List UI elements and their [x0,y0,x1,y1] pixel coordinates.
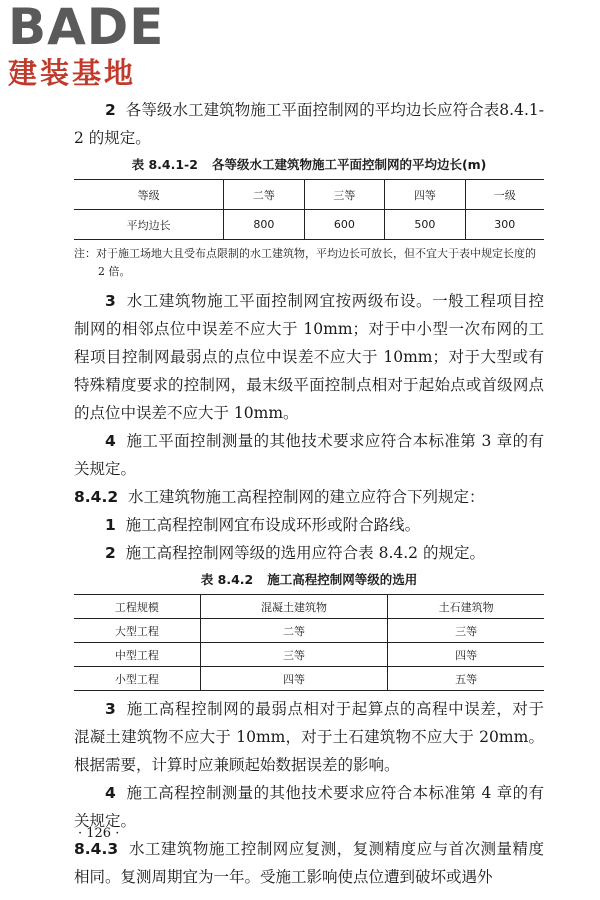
table-cell: 三等 [200,643,387,667]
table-cell: 二等 [200,619,387,643]
clause-8-4-2-2 [74,539,544,567]
page-number: · 126 · [78,826,120,841]
clause-number: 2 [105,101,116,119]
table-cell: 小型工程 [74,667,200,691]
clause-number: 1 [105,516,116,534]
clause-number: 4 [105,432,116,450]
clause-text: 施工高程控制网宜布设成环形或附合路线。 [125,516,421,534]
section-number: 8.4.3 [74,840,119,858]
table-header-cell: 四等 [385,180,465,210]
clause-8-4-2-3 [74,695,544,779]
table-cell: 五等 [388,667,544,691]
logo-brand: BADE [8,0,165,56]
table-row [74,619,544,643]
clause-8-4-2-1 [74,511,544,539]
table-header-cell: 一级 [465,180,544,210]
elevation-network-grade-table [74,594,544,691]
table-row [74,210,544,240]
clause-text: 各等级水工建筑物施工平面控制网的平均边长应符合表8.4.1-2 的规定。 [74,101,544,147]
section-number: 8.4.2 [74,488,119,506]
section-text: 水工建筑物施工高程控制网的建立应符合下列规定： [128,488,485,506]
logo [8,0,178,90]
table-number: 表 8.4.1-2 [131,157,198,172]
table-cell: 600 [304,210,384,240]
table-header-cell: 等级 [74,180,224,210]
clause-8-4-2-4 [74,779,544,835]
table-header-cell: 二等 [224,180,304,210]
clause-number: 2 [105,544,116,562]
clause-text: 水工建筑物施工平面控制网宜按两级布设。一般工程项目控制网的相邻点位中误差不应大于 10mm；对于中小型一次布网的工程项目控制网最弱点的点位中误差不应大于 10mm；对于大型或有特殊精度要求的控制网，最末级平面控制点相对于起始点或首级网点的点位中误差不应大于 10mm。 [74,292,544,422]
clause-text: 施工高程控制测量的其他技术要求应符合本标准第 4 章的有关规定。 [74,784,545,830]
clause-number: 4 [105,784,116,802]
clause-8-4-1-3 [74,287,544,427]
clause-number: 3 [105,292,116,310]
clause-8-4-1-4 [74,427,544,483]
logo-subtitle: 建装基地 [8,56,137,90]
clause-text: 施工高程控制网等级的选用应符合表 8.4.2 的规定。 [125,544,485,562]
table-cell: 500 [385,210,465,240]
table-header-row [74,595,544,619]
average-side-length-table [74,179,544,240]
section-text: 水工建筑物施工控制网应复测，复测精度应与首次测量精度相同。复测周期宜为一年。受施工影响使点位遭到破坏或遇外 [74,840,544,886]
table-cell: 300 [465,210,544,240]
table-header-cell: 三等 [304,180,384,210]
document-body [74,96,544,891]
table-header-cell: 土石建筑物 [388,595,544,619]
table-header-cell: 工程规模 [74,595,200,619]
section-8-4-2 [74,483,544,511]
clause-number: 3 [105,700,116,718]
table-cell: 四等 [200,667,387,691]
table-title: 施工高程控制网等级的选用 [267,572,418,587]
table-title: 各等级水工建筑物施工平面控制网的平均边长(m) [211,157,487,172]
table-row [74,667,544,691]
table-note: 注：对于施工场地大且受布点限制的水工建筑物，平均边长可放长，但不宜大于表中规定长度的 2 倍。 [74,247,536,278]
table-cell: 中型工程 [74,643,200,667]
table-cell: 大型工程 [74,619,200,643]
clause-8-4-1-2 [74,96,544,152]
table-cell: 平均边长 [74,210,224,240]
table-caption [74,155,544,173]
table-cell: 800 [224,210,304,240]
clause-text: 施工平面控制测量的其他技术要求应符合本标准第 3 章的有关规定。 [74,432,545,478]
table-header-row [74,180,544,210]
table-header-cell: 混凝土建筑物 [200,595,387,619]
clause-text: 施工高程控制网的最弱点相对于起算点的高程中误差，对于混凝土建筑物不应大于 10mm，对于土石建筑物不应大于 20mm。根据需要，计算时应兼顾起始数据误差的影响。 [74,700,544,774]
table-cell: 三等 [388,619,544,643]
table-cell: 四等 [388,643,544,667]
table-number: 表 8.4.2 [200,572,254,587]
table-caption [74,570,544,588]
section-8-4-3 [74,835,544,891]
table-row [74,643,544,667]
